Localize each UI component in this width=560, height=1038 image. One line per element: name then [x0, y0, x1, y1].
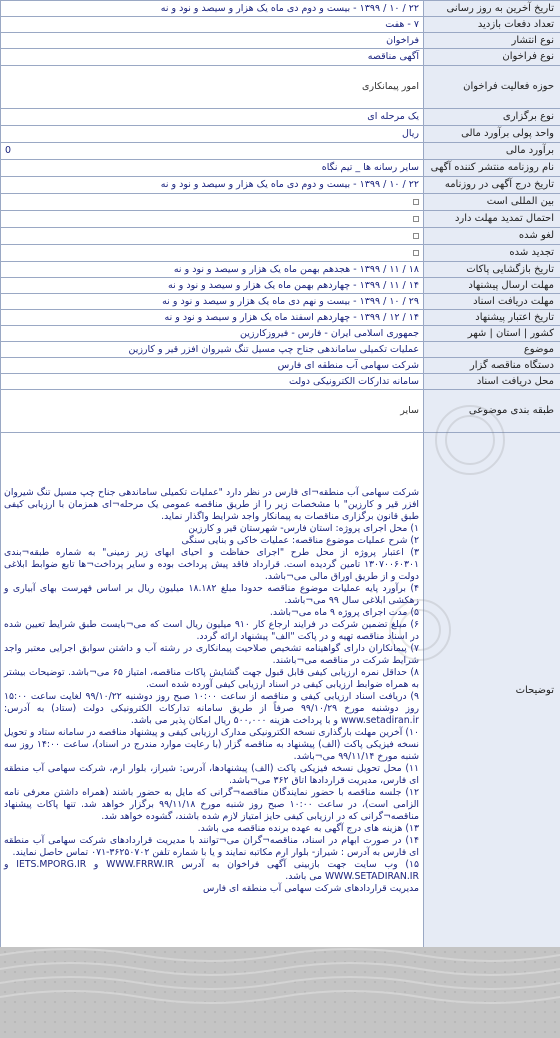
organizer-value: شرکت سهامی آب منطقه ای فارس — [1, 358, 424, 374]
call-type-label: نوع فراخوان — [424, 49, 560, 66]
description-paragraph: شرکت سهامی آب منطقه¬ای فارس در نظر دارد "عملیات تکمیلی ساماندهی جناح چپ مسیل تنگ شیروان افزر قیر و کارزین" با مشخصات زیر را از طریق مناقصه عمومی یک مرحله¬ای همزمان با ارزیابی کیفی طبق قانون برگزاری مناقصات به پیمانکار واجد شرایط واگذار نماید. — [4, 486, 419, 522]
description-paragraph: ۹) دریافت اسناد ارزیابی کیفی و مناقصه از ساعت ۱۰:۰۰ صبح روز دوشنبه ۹۹/۱۰/۲۲ لغایت ساعت ۱۵:۰۰ روز دوشنبه مورخ ۹۹/۱۰/۲۹ صرفاً از طریق سامانه تدارکات الکترونیکی دولت (ستاد) به آدرس: www.setadiran.ir و با پرداخت هزینه ۵۰۰,۰۰۰ ریال امکان پذیر می باشد. — [4, 690, 419, 726]
row-currency — [1, 126, 560, 143]
row-publish-type — [1, 33, 560, 49]
holding-type-value: یک مرحله ای — [1, 109, 424, 126]
description-label: توضیحات — [424, 433, 560, 949]
currency-label: واحد پولی برآورد مالی — [424, 126, 560, 143]
row-estimate — [1, 143, 560, 160]
newspaper-label: نام روزنامه منتشر کننده آگهی — [424, 160, 560, 177]
row-location — [1, 326, 560, 342]
row-cancelled — [1, 228, 560, 245]
row-holding-type — [1, 109, 560, 126]
description-paragraph: ۱۵) وب سایت جهت بازبینی آگهی فراخوان به آدرس WWW.FRRW.IR و IETS.MPORG.IR و WWW.SETADIRAN.IR می باشد. — [4, 858, 419, 882]
call-type-value: آگهی مناقصه — [1, 49, 424, 66]
activity-area-label: حوزه فعالیت فراخوان — [424, 66, 560, 109]
row-category — [1, 390, 560, 433]
docs-deadline-label: مهلت دریافت اسناد — [424, 294, 560, 310]
row-newspaper-date — [1, 177, 560, 194]
cancelled-checkbox — [413, 233, 419, 239]
activity-area-value: امور پیمانکاری — [1, 66, 424, 109]
row-envelope-open — [1, 262, 560, 278]
description-paragraph: ۲) شرح عملیات موضوع مناقصه: عملیات خاکی و بنایی سنگی — [181, 534, 419, 546]
row-subject — [1, 342, 560, 358]
location-label: کشور | استان | شهر — [424, 326, 560, 342]
footer-gray-area — [0, 947, 560, 1038]
international-checkbox — [413, 199, 419, 205]
description-paragraph: ۱۰) آخرین مهلت بارگذاری نسخه الکترونیکی مدارک ارزیابی کیفی و پیشنهاد مناقصه در سامانه ستاد و تحویل نسخه فیزیکی پاکت (الف) پیشنهاد به مناقصه گزار (با رعایت موارد مندرج در اسناد)، ساعت ۱۴:۰۰ روز سه شنبه مورخ ۹۹/۱۱/۱۴ می¬باشد. — [4, 726, 419, 762]
description-paragraph: ۷) پیمانکاران دارای گواهینامه تشخیص صلاحیت پیمانکاری در رشته آب و داشتن سوابق اجرایی معتبر واجد شرایط شرکت در مناقصه می¬باشند. — [4, 642, 419, 666]
organizer-label: دستگاه مناقصه گزار — [424, 358, 560, 374]
row-extension — [1, 211, 560, 228]
docs-place-value: سامانه تدارکات الکترونیکی دولت — [1, 374, 424, 390]
description-paragraph: ۱۲) جلسه مناقصه با حضور نمایندگان مناقصه¬گرانی که مایل به حضور باشند (همراه داشتن معرفی نامه الزامی است)، در ساعت ۱۰:۰۰ صبح روز شنبه مورخ ۹۹/۱۱/۱۸ برگزار خواهد شد. تنها پاکات پیشنهاد مناقصه¬گرانی که در ارزیابی کیفی حایز امتیاز لازم شده باشند، گشوده خواهد شد. — [4, 786, 419, 822]
newspaper-value: سایر رسانه ها _ تیم نگاه — [1, 160, 424, 177]
docs-deadline-value: ۲۹ / ۱۰ / ۱۳۹۹ - بیست و نهم دی ماه یک هزار و سیصد و نود و نه — [1, 294, 424, 310]
visit-count-value: ۷ - هفت — [1, 17, 424, 33]
bid-deadline-label: مهلت ارسال پیشنهاد — [424, 278, 560, 294]
international-label: بین المللی است — [424, 194, 560, 211]
visit-count-label: تعداد دفعات بازدید — [424, 17, 560, 33]
description-paragraph: ۶) مبلغ تضمین شرکت در فرایند ارجاع کار ۹۱۰ میلیون ریال است که می¬بایست طبق شرایط تعیین شده در اسناد مناقصه تهیه و در پاکت "الف" پیشنهاد ارائه گردد. — [4, 618, 419, 642]
renewed-cell — [1, 245, 424, 262]
estimate-label: برآورد مالی — [424, 143, 560, 160]
subject-label: موضوع — [424, 342, 560, 358]
estimate-value: 0 — [1, 143, 424, 160]
cancelled-label: لغو شده — [424, 228, 560, 245]
newspaper-date-label: تاریخ درج آگهی در روزنامه — [424, 177, 560, 194]
row-visit-count — [1, 17, 560, 33]
category-value: سایر — [1, 390, 424, 433]
extension-cell — [1, 211, 424, 228]
row-newspaper — [1, 160, 560, 177]
row-activity-area — [1, 66, 560, 109]
location-value: جمهوری اسلامی ایران - فارس - فیروزکارزین — [1, 326, 424, 342]
description-paragraph: ۳) اعتبار پروژه از محل طرح "اجرای حفاظت و احیای ابهای زیر زمینی" به شماره طبقه¬بندی ۱۳۰۷۰۰۶۰۳۰۱ تامین گردیده است. قرارداد فاقد پیش پرداخت بوده و سایر پرداخت¬ها تابع ضوابط ابلاغی دولت و از طریق اوراق مالی می¬باشد. — [4, 546, 419, 582]
category-label: طبقه بندی موضوعی — [424, 390, 560, 433]
newspaper-date-value: ۲۲ / ۱۰ / ۱۳۹۹ - بیست و دوم دی ماه یک هزار و سیصد و نود و نه — [1, 177, 424, 194]
row-bid-deadline — [1, 278, 560, 294]
description-paragraph: ۴) برآورد پایه عملیات موضوع مناقصه حدودا مبلغ ۱۸.۱۸۲ میلیون ریال بر اساس فهرست بهای آبیاری و زهکشی ابلاغی سال ۹۹ می¬باشد. — [4, 582, 419, 606]
description-paragraph: ۱۱) محل تحویل نسخه فیزیکی پاکت (الف) پیشنهادها، آدرس: شیراز، بلوار ارم، شرکت سهامی آب منطقه ای فارس، مدیریت قراردادها اتاق ۳۶۲ می¬باشد. — [4, 762, 419, 786]
bid-deadline-value: ۱۴ / ۱۱ / ۱۳۹۹ - چهاردهم بهمن ماه یک هزار و سیصد و نود و نه — [1, 278, 424, 294]
publish-type-value: فراخوان — [1, 33, 424, 49]
publish-type-label: نوع انتشار — [424, 33, 560, 49]
row-international — [1, 194, 560, 211]
row-renewed — [1, 245, 560, 262]
holding-type-label: نوع برگزاری — [424, 109, 560, 126]
description-paragraph: ۱) محل اجرای پروژه: استان فارس- شهرستان قیر و کارزین — [188, 522, 419, 534]
validity-label: تاریخ اعتبار پیشنهاد — [424, 310, 560, 326]
description-body — [1, 433, 424, 949]
description-paragraph: ۱۴) در صورت ابهام در اسناد، مناقصه¬گران می¬توانند با مدیریت قراردادهای شرکت سهامی آب منطقه ای فارس به آدرس : شیراز- بلوار ارم مکاتبه نمایند و یا با شماره تلفن ۳۶۲۵۰۷۰۲-۰۷۱ تماس حاصل نمایند. — [4, 834, 419, 858]
last-update-value: ۲۲ / ۱۰ / ۱۳۹۹ - بیست و دوم دی ماه یک هزار و سیصد و نود و نه — [1, 1, 424, 17]
row-last-update — [1, 1, 560, 17]
docs-place-label: محل دریافت اسناد — [424, 374, 560, 390]
extension-checkbox — [413, 216, 419, 222]
renewed-label: تجدید شده — [424, 245, 560, 262]
row-organizer — [1, 358, 560, 374]
last-update-label: تاریخ آخرین به روز رسانی — [424, 1, 560, 17]
description-paragraph: مدیریت قراردادهای شرکت سهامی آب منطقه ای فارس — [202, 882, 419, 894]
row-call-type — [1, 49, 560, 66]
extension-label: احتمال تمدید مهلت دارد — [424, 211, 560, 228]
envelope-open-label: تاریخ بازگشایی پاکات — [424, 262, 560, 278]
currency-value: ریال — [1, 126, 424, 143]
row-docs-place — [1, 374, 560, 390]
decorative-pattern — [0, 947, 560, 1038]
validity-value: ۱۴ / ۱۲ / ۱۳۹۹ - چهاردهم اسفند ماه یک هزار و سیصد و نود و نه — [1, 310, 424, 326]
international-cell — [1, 194, 424, 211]
description-paragraph: ۱۳) هزینه های درج آگهی به عهده برنده مناقصه می باشد. — [197, 822, 419, 834]
envelope-open-value: ۱۸ / ۱۱ / ۱۳۹۹ - هجدهم بهمن ماه یک هزار و سیصد و نود و نه — [1, 262, 424, 278]
row-validity — [1, 310, 560, 326]
row-description — [1, 433, 560, 949]
renewed-checkbox — [413, 250, 419, 256]
description-paragraph: ۸) حداقل نمره ارزیابی کیفی قابل قبول جهت گشایش پاکات مناقصه، امتیاز ۶۵ می¬باشد. توضیحات بیشتر به همراه ضوابط ارزیابی کیفی در اسناد ارزیابی کیفی آورده شده است. — [4, 666, 419, 690]
row-docs-deadline — [1, 294, 560, 310]
description-paragraph: ۵) مدت اجرای پروژه ۹ ماه می¬باشد. — [269, 606, 419, 618]
cancelled-cell — [1, 228, 424, 245]
subject-value: عملیات تکمیلی ساماندهی جناح چپ مسیل تنگ شیروان افزر قیر و کارزین — [1, 342, 424, 358]
